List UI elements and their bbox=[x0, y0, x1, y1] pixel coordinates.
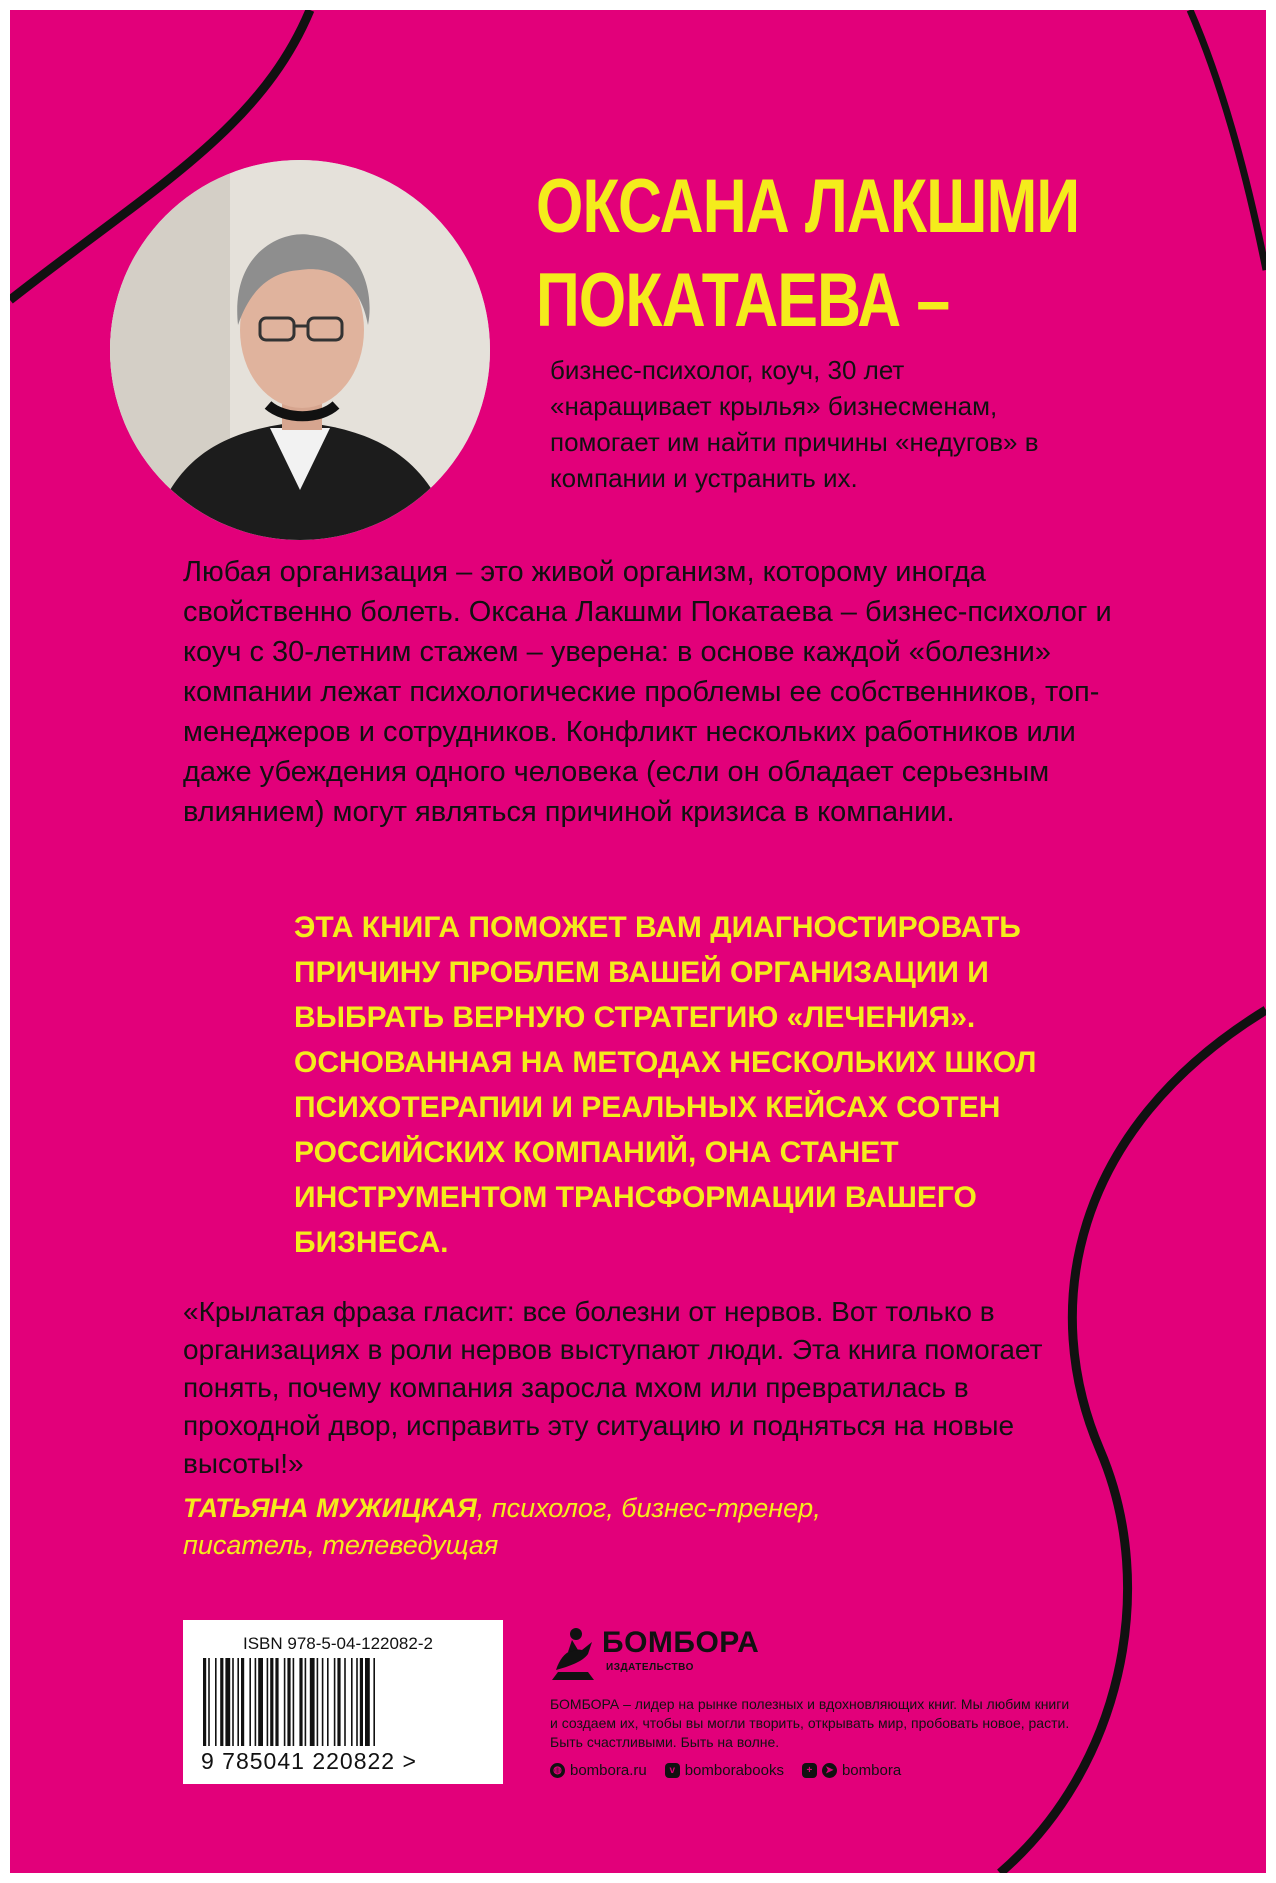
barcode-bar bbox=[365, 1658, 370, 1746]
barcode-bar bbox=[322, 1658, 324, 1746]
testimonial-author-role: , психолог, бизнес-тренер, писатель, телеведущая bbox=[183, 1493, 821, 1560]
book-highlight: ЭТА КНИГА ПОМОЖЕТ ВАМ ДИАГНОСТИРОВАТЬ ПРИЧИНУ ПРОБЛЕМ ВАШЕЙ ОРГАНИЗАЦИИ И ВЫБРАТЬ ВЕРНУЮ СТРАТЕГИЮ «ЛЕЧЕНИЯ». ОСНОВАННАЯ НА МЕТОДАХ НЕСКОЛЬКИХ ШКОЛ ПСИХОТЕРАПИИ И РЕАЛЬНЫХ КЕЙСАХ СОТЕН РОССИЙСКИХ КОМПАНИЙ, ОНА СТАНЕТ ИНСТРУМЕНТОМ ТРАНСФОРМАЦИИ ВАШЕГО БИЗНЕСА. bbox=[294, 911, 1037, 1259]
barcode-bar bbox=[317, 1658, 319, 1746]
barcode-bar bbox=[208, 1658, 210, 1746]
publisher-description: БОМБОРА – лидер на рынке полезных и вдохновляющих книг. Мы любим книги и создаем их, чтобы вы могли творить, открывать мир, пробовать новое, расти. Быть счастливыми. Быть на волне. bbox=[550, 1696, 1070, 1750]
barcode-digits: 9 785041 220822 > bbox=[201, 1748, 417, 1774]
publisher-subtitle: ИЗДАТЕЛЬСТВО bbox=[606, 1662, 694, 1673]
barcode-bar bbox=[225, 1658, 230, 1746]
book-description: Любая организация – это живой организм, которому иногда свойственно болеть. Оксана Лакшми Покатаева – бизнес-психолог и коуч с 30-летним стажем – уверена: в основе каждой «болезни» компании лежат психологические проблемы ее собственников, топ-менеджеров и сотрудников. Конфликт нескольких работников или даже убеждения одного человека (если он обладает серьезным влиянием) могут являться причиной кризиса в компании. bbox=[183, 556, 1112, 828]
barcode-bar bbox=[258, 1658, 263, 1746]
link-website-label: bombora.ru bbox=[570, 1762, 647, 1779]
barcode-bar bbox=[373, 1658, 375, 1746]
isbn-label: ISBN 978-5-04-122082-2 bbox=[243, 1634, 433, 1653]
author-photo bbox=[110, 160, 490, 540]
rider-logo-icon bbox=[548, 1622, 598, 1684]
barcode-bar bbox=[249, 1658, 251, 1746]
author-name: ОКСАНА ЛАКШМИ ПОКАТАЕВА – bbox=[536, 164, 1080, 343]
barcode-bar bbox=[360, 1658, 363, 1746]
barcode-bar bbox=[356, 1658, 358, 1746]
barcode-bar bbox=[241, 1658, 244, 1746]
publisher-links bbox=[550, 1762, 901, 1779]
testimonial-attribution bbox=[183, 1490, 883, 1564]
barcode-bar bbox=[284, 1658, 286, 1746]
author-bio: бизнес-психолог, коуч, 30 лет «наращивает крылья» бизнесменам, помогает им найти причины «недугов» в компании и устранить их. bbox=[550, 355, 1039, 493]
globe-icon: ◍ bbox=[550, 1763, 565, 1778]
barcode-bar bbox=[293, 1658, 295, 1746]
plus-icon: + bbox=[802, 1763, 817, 1778]
barcode-bar bbox=[351, 1658, 353, 1746]
barcode-icon bbox=[203, 1658, 483, 1746]
telegram-icon: ➤ bbox=[822, 1763, 837, 1778]
link-telegram[interactable] bbox=[802, 1762, 901, 1779]
barcode-bar bbox=[275, 1658, 278, 1746]
barcode-bar bbox=[255, 1658, 257, 1746]
testimonial-author-name: ТАТЬЯНА МУЖИЦКАЯ bbox=[183, 1493, 477, 1523]
vk-icon: v bbox=[665, 1763, 680, 1778]
link-vk[interactable] bbox=[665, 1762, 784, 1779]
barcode-bar bbox=[337, 1658, 340, 1746]
barcode-bar bbox=[203, 1658, 206, 1746]
barcode-bar bbox=[270, 1658, 273, 1746]
barcode-box bbox=[183, 1620, 503, 1784]
barcode-bar bbox=[267, 1658, 269, 1746]
testimonial-quote: «Крылатая фраза гласит: все болезни от нервов. Вот только в организациях в роли нервов выступают люди. Эта книга помогает понять, почему компания заросла мхом или превратилась в проходной двор, исправить эту ситуацию и подняться на новые высоты!» bbox=[183, 1296, 1043, 1479]
publisher-name: БОМБОРА bbox=[602, 1626, 760, 1659]
barcode-bar bbox=[327, 1658, 329, 1746]
link-vk-label: bomborabooks bbox=[684, 1762, 784, 1779]
barcode-bar bbox=[220, 1658, 223, 1746]
barcode-bar bbox=[334, 1658, 336, 1746]
link-website[interactable] bbox=[550, 1762, 647, 1779]
barcode-bar bbox=[237, 1658, 239, 1746]
barcode-bar bbox=[310, 1658, 315, 1746]
barcode-bar bbox=[344, 1658, 346, 1746]
barcode-bar bbox=[299, 1658, 302, 1746]
barcode-bar bbox=[215, 1658, 217, 1746]
link-telegram-label: bombora bbox=[841, 1762, 902, 1779]
barcode-bar bbox=[305, 1658, 307, 1746]
book-back-cover bbox=[10, 10, 1266, 1873]
barcode-bar bbox=[232, 1658, 234, 1746]
barcode-bar bbox=[287, 1658, 290, 1746]
publisher-logo bbox=[548, 1622, 788, 1686]
